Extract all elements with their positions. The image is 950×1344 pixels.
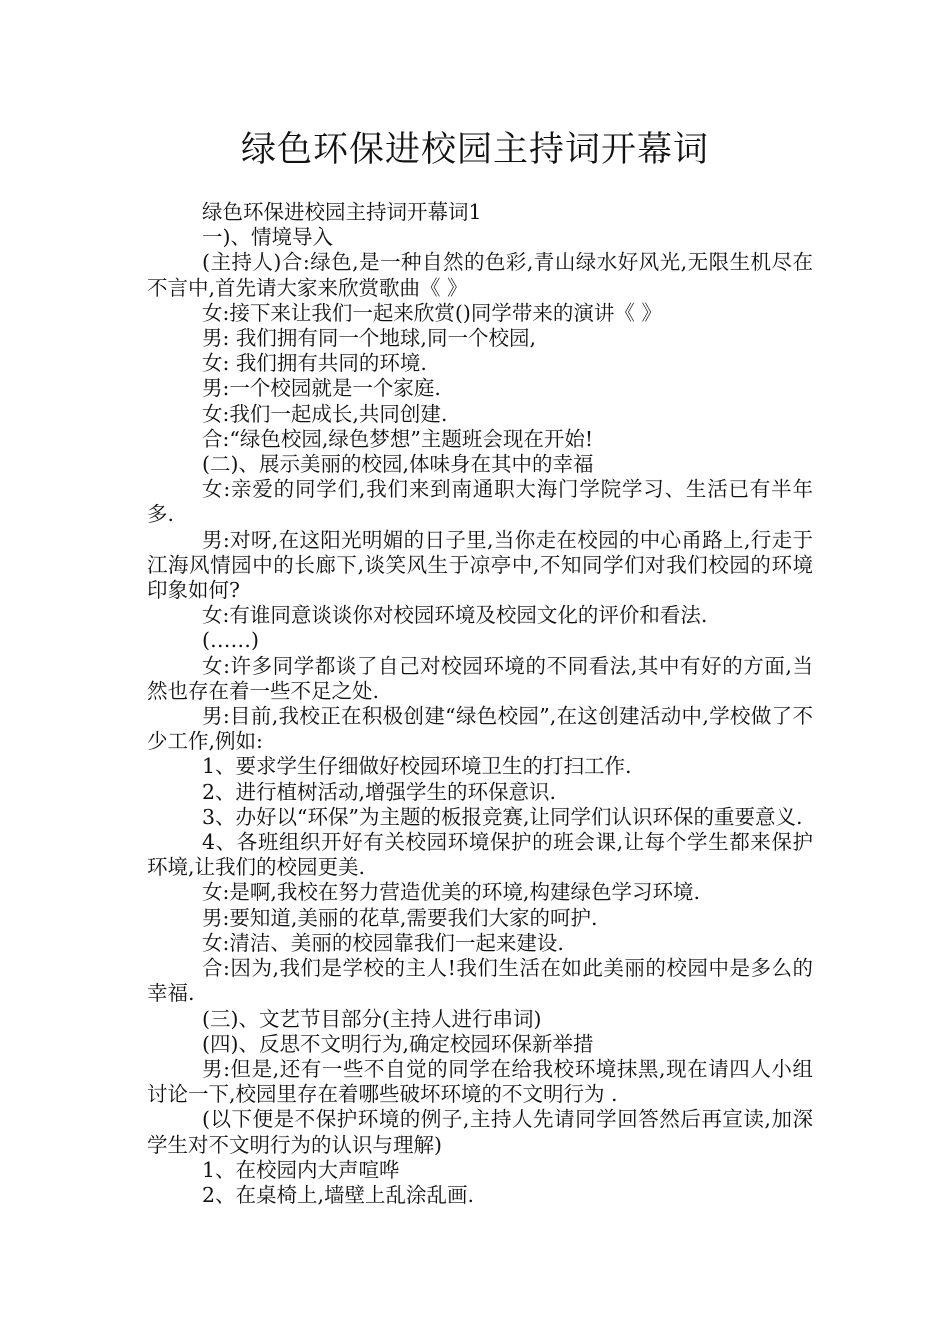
paragraph: (主持人)合:绿色,是一种自然的色彩,青山绿水好风光,无限生机尽在不言中,首先请大家来欣赏歌曲《 》 [147,250,813,300]
list-item: 1、要求学生仔细做好校园环境卫生的打扫工作. [202,754,632,779]
paragraph: 女:清洁、美丽的校园靠我们一起来建设. [202,930,564,955]
paragraph: 男:对呀,在这阳光明媚的日子里,当你走在校园的中心甬路上,行走于江海风情园中的长廊下,谈笑风生于凉亭中,不知同学们对我们校园的环境印象如何? [147,527,813,603]
paragraph-subtitle: 绿色环保进校园主持词开幕词1 [202,200,482,224]
paragraph: 合:因为,我们是学校的主人!我们生活在如此美丽的校园中是多么的幸福. [147,956,813,1006]
paragraph: 男:要知道,美丽的花草,需要我们大家的呵护. [202,905,598,930]
paragraph: 女:亲爱的同学们,我们来到南通职大海门学院学习、生活已有半年多. [147,477,813,527]
paragraph: (以下便是不保护环境的例子,主持人先请同学回答然后再宣读,加深学生对不文明行为的认识与理解) [147,1107,813,1157]
list-item: 1、在校园内大声喧哗 [202,1157,400,1182]
paragraph: 女:我们一起成长,共同创建. [202,401,448,426]
list-item: 4、各班组织开好有关校园环境保护的班会课,让每个学生都来保护环境,让我们的校园更美. [147,830,813,880]
paragraph: 女: 我们拥有共同的环境. [202,351,427,376]
paragraph: 男: 我们拥有同一个地球,同一个校园, [202,326,536,351]
list-item: 2、进行植树活动,增强学生的环保意识. [202,779,557,804]
paragraph-section-4: (四)、反思不文明行为,确定校园环保新举措 [202,1031,594,1056]
paragraph: (……) [202,628,259,653]
paragraph-section-1: 一)、情境导入 [202,225,333,250]
document-title: 绿色环保进校园主持词开幕词 [240,130,709,170]
paragraph: 男:目前,我校正在积极创建“绿色校园”,在这创建活动中,学校做了不少工作,例如: [147,704,813,754]
list-item: 2、在桌椅上,墙壁上乱涂乱画. [202,1182,475,1207]
paragraph: 女:是啊,我校在努力营造优美的环境,构建绿色学习环境. [202,880,700,905]
paragraph: 女:有谁同意谈谈你对校园环境及校园文化的评价和看法. [202,603,708,628]
paragraph: 合:“绿色校园,绿色梦想”主题班会现在开始! [202,426,594,451]
paragraph: 女:许多同学都谈了自己对校园环境的不同看法,其中有好的方面,当然也存在着一些不足之处. [147,653,813,703]
paragraph: 女:接下来让我们一起来欣赏()同学带来的演讲《 》 [202,300,662,325]
paragraph-section-2: (二)、展示美丽的校园,体味身在其中的幸福 [202,452,594,477]
paragraph: 男:一个校园就是一个家庭. [202,376,441,401]
paragraph: 男:但是,还有一些不自觉的同学在给我校环境抹黑,现在请四人小组讨论一下,校园里存在着哪些破坏环境的不文明行为 . [147,1056,813,1107]
paragraph-section-3: (三)、文艺节目部分(主持人进行串词) [202,1006,542,1031]
document-body [147,200,813,1208]
list-item: 3、办好以“环保”为主题的板报竞赛,让同学们认识环保的重要意义. [202,804,803,829]
